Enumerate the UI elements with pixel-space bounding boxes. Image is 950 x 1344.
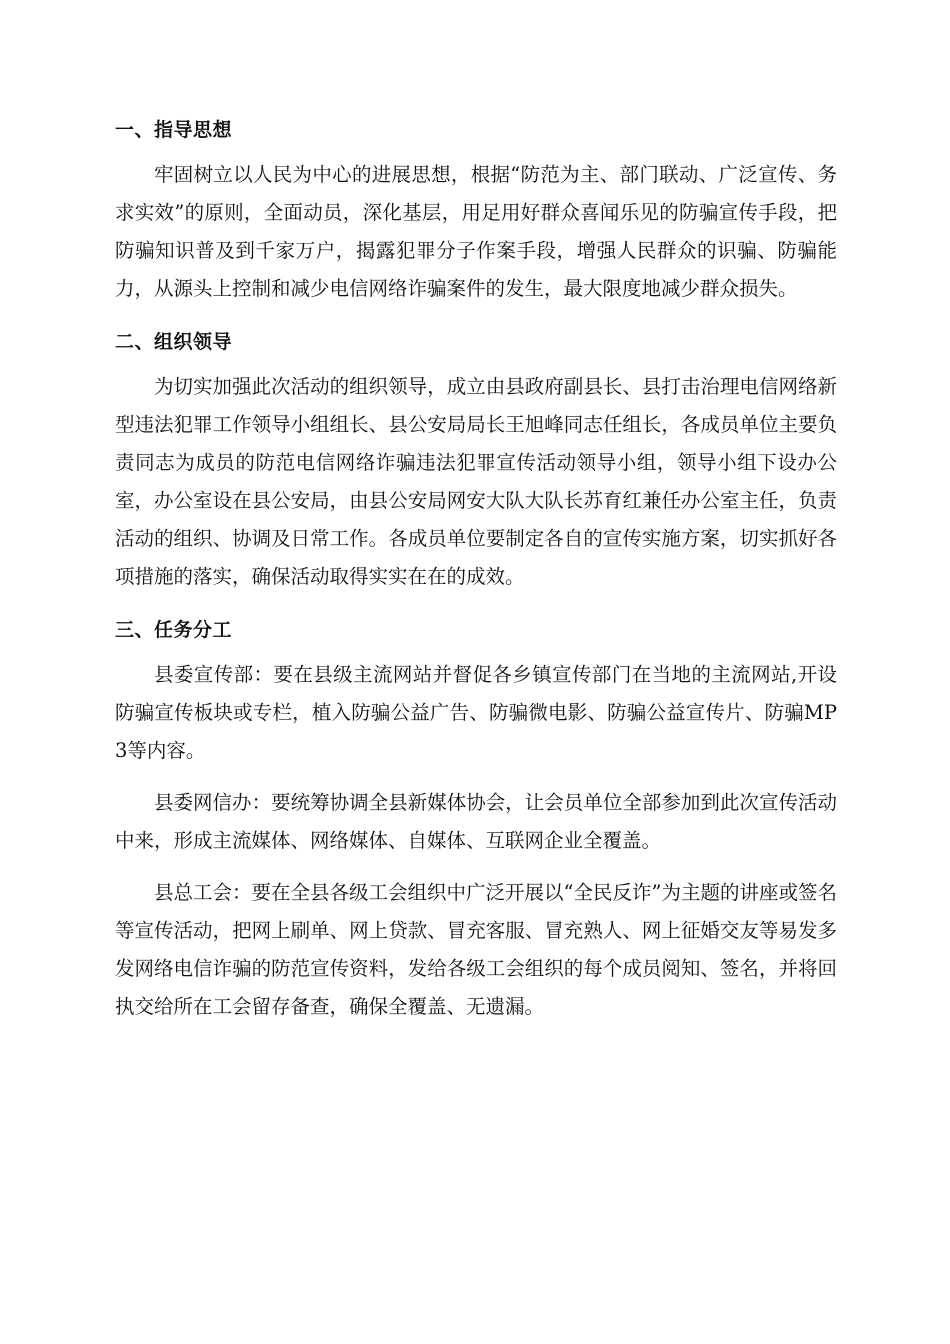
section-guiding-ideology <box>115 110 837 308</box>
document-page <box>115 110 837 1040</box>
section-organization-leadership <box>115 322 837 596</box>
paragraph: 县总工会：要在全县各级工会组织中广泛开展以“全民反诈”为主题的讲座或签名等宣传活动，把网上刷单、网上贷款、冒充客服、冒充熟人、网上征婚交友等易发多发网络电信诈骗的防范宣传资料，发给各级工会组织的每个成员阅知、签名，并将回执交给所在工会留存备查，确保全覆盖、无遗漏。 <box>115 881 837 1018</box>
paragraph: 为切实加强此次活动的组织领导，成立由县政府副县长、县打击治理电信网络新型违法犯罪工作领导小组组长、县公安局局长王旭峰同志任组长，各成员单位主要负责同志为成员的防范电信网络诈骗违法犯罪宣传活动领导小组，领导小组下设办公室，办公室设在县公安局，由县公安局网安大队大队长苏育红兼任办公室主任，负责活动的组织、协调及日常工作。各成员单位要制定各自的宣传实施方案，切实抓好各项措施的落实，确保活动取得实实在在的成效。 <box>115 375 837 588</box>
section-heading: 二、组织领导 <box>115 331 233 353</box>
section-task-division <box>115 610 837 1026</box>
paragraph: 县委网信办：要统筹协调全县新媒体协会，让会员单位全部参加到此次宣传活动中来，形成主流媒体、网络媒体、自媒体、互联网企业全覆盖。 <box>115 791 837 852</box>
section-heading: 一、指导思想 <box>115 119 233 141</box>
paragraph: 县委宣传部：要在县级主流网站并督促各乡镇宣传部门在当地的主流网站,开设防骗宣传板块或专栏，植入防骗公益广告、防骗微电影、防骗公益宣传片、防骗MP3等内容。 <box>115 663 837 762</box>
paragraph: 牢固树立以人民为中心的进展思想，根据“防范为主、部门联动、广泛宣传、务求实效”的原则，全面动员，深化基层，用足用好群众喜闻乐见的防骗宣传手段，把防骗知识普及到千家万户，揭露犯罪分子作案手段，增强人民群众的识骗、防骗能力，从源头上控制和减少电信网络诈骗案件的发生，最大限度地减少群众损失。 <box>115 163 837 300</box>
section-heading: 三、任务分工 <box>115 619 233 641</box>
